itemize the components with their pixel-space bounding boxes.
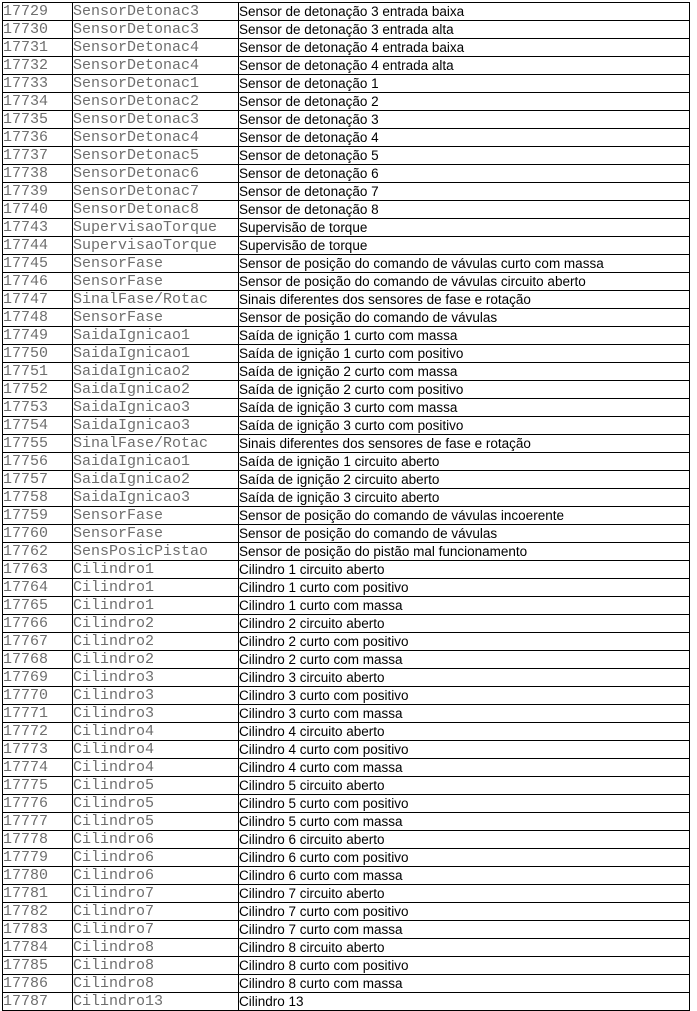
component-cell: Cilindro8 (73, 957, 239, 975)
description-cell: Saída de ignição 3 curto com positivo (239, 417, 690, 435)
table-row (3, 147, 690, 165)
component-cell: SaidaIgnicao1 (73, 345, 239, 363)
code-cell: 17786 (3, 975, 73, 993)
component-cell: SensorFase (73, 273, 239, 291)
code-cell: 17769 (3, 669, 73, 687)
code-cell: 17762 (3, 543, 73, 561)
table-row (3, 381, 690, 399)
component-cell: SaidaIgnicao3 (73, 399, 239, 417)
code-cell: 17736 (3, 129, 73, 147)
table-row (3, 579, 690, 597)
component-cell: Cilindro3 (73, 687, 239, 705)
code-cell: 17765 (3, 597, 73, 615)
component-cell: Cilindro2 (73, 633, 239, 651)
component-cell: Cilindro7 (73, 885, 239, 903)
description-cell: Supervisão de torque (239, 237, 690, 255)
code-cell: 17740 (3, 201, 73, 219)
code-cell: 17755 (3, 435, 73, 453)
table-row (3, 57, 690, 75)
component-cell: Cilindro6 (73, 849, 239, 867)
table-row (3, 309, 690, 327)
component-cell: SinalFase/Rotac (73, 435, 239, 453)
table-row (3, 813, 690, 831)
code-cell: 17744 (3, 237, 73, 255)
description-cell: Sensor de posição do comando de vávulas (239, 525, 690, 543)
description-cell: Cilindro 6 curto com massa (239, 867, 690, 885)
description-cell: Saída de ignição 1 circuito aberto (239, 453, 690, 471)
description-cell: Sinais diferentes dos sensores de fase e rotação (239, 435, 690, 453)
description-cell: Sensor de posição do comando de vávulas circuito aberto (239, 273, 690, 291)
code-cell: 17785 (3, 957, 73, 975)
code-cell: 17766 (3, 615, 73, 633)
table-row (3, 327, 690, 345)
table-row (3, 885, 690, 903)
component-cell: SaidaIgnicao3 (73, 417, 239, 435)
code-cell: 17783 (3, 921, 73, 939)
description-cell: Cilindro 7 curto com positivo (239, 903, 690, 921)
description-cell: Sensor de detonação 8 (239, 201, 690, 219)
component-cell: Cilindro1 (73, 561, 239, 579)
component-cell: SaidaIgnicao2 (73, 363, 239, 381)
table-row (3, 471, 690, 489)
description-cell: Cilindro 5 curto com positivo (239, 795, 690, 813)
description-cell: Saída de ignição 2 circuito aberto (239, 471, 690, 489)
table-row (3, 795, 690, 813)
table-row (3, 237, 690, 255)
description-cell: Cilindro 4 curto com massa (239, 759, 690, 777)
table-row (3, 975, 690, 993)
code-cell: 17764 (3, 579, 73, 597)
component-cell: SinalFase/Rotac (73, 291, 239, 309)
description-cell: Saída de ignição 3 circuito aberto (239, 489, 690, 507)
component-cell: SensorDetonac5 (73, 147, 239, 165)
code-cell: 17756 (3, 453, 73, 471)
code-cell: 17734 (3, 93, 73, 111)
component-cell: Cilindro1 (73, 597, 239, 615)
table-row (3, 903, 690, 921)
description-cell: Cilindro 2 curto com massa (239, 651, 690, 669)
table-row (3, 867, 690, 885)
code-cell: 17746 (3, 273, 73, 291)
code-cell: 17760 (3, 525, 73, 543)
component-cell: Cilindro2 (73, 651, 239, 669)
component-cell: SensorDetonac4 (73, 129, 239, 147)
description-cell: Cilindro 1 curto com massa (239, 597, 690, 615)
table-row (3, 543, 690, 561)
description-cell: Cilindro 1 curto com positivo (239, 579, 690, 597)
component-cell: SensorFase (73, 255, 239, 273)
component-cell: SensorDetonac4 (73, 57, 239, 75)
code-cell: 17745 (3, 255, 73, 273)
code-cell: 17787 (3, 993, 73, 1011)
table-row (3, 831, 690, 849)
component-cell: Cilindro13 (73, 993, 239, 1011)
table-row (3, 435, 690, 453)
description-cell: Saída de ignição 1 curto com massa (239, 327, 690, 345)
description-cell: Sensor de detonação 3 (239, 111, 690, 129)
component-cell: Cilindro4 (73, 759, 239, 777)
table-row (3, 777, 690, 795)
table-row (3, 489, 690, 507)
code-cell: 17733 (3, 75, 73, 93)
component-cell: SensorDetonac6 (73, 165, 239, 183)
table-row (3, 615, 690, 633)
code-cell: 17750 (3, 345, 73, 363)
component-cell: SensorDetonac8 (73, 201, 239, 219)
table-row (3, 939, 690, 957)
code-cell: 17767 (3, 633, 73, 651)
table-row (3, 741, 690, 759)
description-cell: Cilindro 5 curto com massa (239, 813, 690, 831)
table-row (3, 3, 690, 21)
table-row (3, 633, 690, 651)
code-cell: 17730 (3, 21, 73, 39)
table-row (3, 39, 690, 57)
code-cell: 17735 (3, 111, 73, 129)
code-cell: 17738 (3, 165, 73, 183)
table-row (3, 651, 690, 669)
description-cell: Cilindro 7 curto com massa (239, 921, 690, 939)
table-row (3, 399, 690, 417)
table-row (3, 723, 690, 741)
code-cell: 17748 (3, 309, 73, 327)
code-cell: 17747 (3, 291, 73, 309)
description-cell: Cilindro 6 circuito aberto (239, 831, 690, 849)
description-cell: Cilindro 8 circuito aberto (239, 939, 690, 957)
description-cell: Sensor de detonação 4 (239, 129, 690, 147)
code-cell: 17763 (3, 561, 73, 579)
table-row (3, 597, 690, 615)
description-cell: Saída de ignição 2 curto com massa (239, 363, 690, 381)
component-cell: SensorDetonac2 (73, 93, 239, 111)
description-cell: Sensor de detonação 3 entrada alta (239, 21, 690, 39)
description-cell: Cilindro 2 curto com positivo (239, 633, 690, 651)
description-cell: Sensor de posição do comando de vávulas curto com massa (239, 255, 690, 273)
component-cell: Cilindro4 (73, 723, 239, 741)
table-row (3, 921, 690, 939)
code-cell: 17751 (3, 363, 73, 381)
description-cell: Sensor de detonação 5 (239, 147, 690, 165)
description-cell: Sensor de posição do comando de vávulas incoerente (239, 507, 690, 525)
table-row (3, 363, 690, 381)
table-row (3, 111, 690, 129)
component-cell: Cilindro8 (73, 975, 239, 993)
table-row (3, 291, 690, 309)
code-cell: 17759 (3, 507, 73, 525)
table-row (3, 849, 690, 867)
table-row (3, 993, 690, 1011)
component-cell: SupervisaoTorque (73, 237, 239, 255)
code-cell: 17737 (3, 147, 73, 165)
description-cell: Cilindro 3 curto com positivo (239, 687, 690, 705)
component-cell: Cilindro6 (73, 867, 239, 885)
description-cell: Cilindro 13 (239, 993, 690, 1011)
code-cell: 17729 (3, 3, 73, 21)
code-cell: 17758 (3, 489, 73, 507)
component-cell: Cilindro5 (73, 777, 239, 795)
code-cell: 17775 (3, 777, 73, 795)
code-cell: 17770 (3, 687, 73, 705)
table-row (3, 183, 690, 201)
table-row (3, 273, 690, 291)
description-cell: Saída de ignição 2 curto com positivo (239, 381, 690, 399)
table-row (3, 957, 690, 975)
code-cell: 17781 (3, 885, 73, 903)
description-cell: Cilindro 7 circuito aberto (239, 885, 690, 903)
description-cell: Sensor de posição do pistão mal funcionamento (239, 543, 690, 561)
component-cell: SaidaIgnicao2 (73, 381, 239, 399)
description-cell: Cilindro 8 curto com positivo (239, 957, 690, 975)
component-cell: Cilindro4 (73, 741, 239, 759)
component-cell: SensorFase (73, 525, 239, 543)
description-cell: Cilindro 4 circuito aberto (239, 723, 690, 741)
table-row (3, 345, 690, 363)
component-cell: SaidaIgnicao2 (73, 471, 239, 489)
table-row (3, 525, 690, 543)
table-row (3, 417, 690, 435)
component-cell: Cilindro7 (73, 921, 239, 939)
description-cell: Sensor de detonação 4 entrada baixa (239, 39, 690, 57)
description-cell: Cilindro 2 circuito aberto (239, 615, 690, 633)
component-cell: Cilindro3 (73, 705, 239, 723)
component-cell: SensorDetonac3 (73, 111, 239, 129)
code-cell: 17732 (3, 57, 73, 75)
description-cell: Sensor de detonação 1 (239, 75, 690, 93)
code-cell: 17749 (3, 327, 73, 345)
description-cell: Sensor de detonação 6 (239, 165, 690, 183)
code-cell: 17757 (3, 471, 73, 489)
description-cell: Cilindro 1 circuito aberto (239, 561, 690, 579)
code-cell: 17753 (3, 399, 73, 417)
component-cell: SaidaIgnicao1 (73, 453, 239, 471)
fault-table-body (3, 3, 690, 1011)
code-cell: 17772 (3, 723, 73, 741)
description-cell: Sensor de detonação 4 entrada alta (239, 57, 690, 75)
table-row (3, 75, 690, 93)
component-cell: Cilindro7 (73, 903, 239, 921)
component-cell: Cilindro2 (73, 615, 239, 633)
component-cell: SensorDetonac7 (73, 183, 239, 201)
code-cell: 17784 (3, 939, 73, 957)
code-cell: 17776 (3, 795, 73, 813)
table-row (3, 759, 690, 777)
component-cell: SupervisaoTorque (73, 219, 239, 237)
table-row (3, 669, 690, 687)
description-cell: Cilindro 6 curto com positivo (239, 849, 690, 867)
component-cell: Cilindro1 (73, 579, 239, 597)
component-cell: SensorDetonac3 (73, 21, 239, 39)
component-cell: SensorFase (73, 309, 239, 327)
table-row (3, 561, 690, 579)
table-row (3, 165, 690, 183)
code-cell: 17778 (3, 831, 73, 849)
component-cell: SaidaIgnicao1 (73, 327, 239, 345)
description-cell: Cilindro 8 curto com massa (239, 975, 690, 993)
component-cell: Cilindro3 (73, 669, 239, 687)
component-cell: SensorDetonac1 (73, 75, 239, 93)
description-cell: Saída de ignição 3 curto com massa (239, 399, 690, 417)
table-row (3, 93, 690, 111)
table-row (3, 255, 690, 273)
table-row (3, 705, 690, 723)
fault-code-table (2, 2, 690, 1011)
code-cell: 17780 (3, 867, 73, 885)
table-row (3, 687, 690, 705)
component-cell: SaidaIgnicao3 (73, 489, 239, 507)
description-cell: Saída de ignição 1 curto com positivo (239, 345, 690, 363)
code-cell: 17768 (3, 651, 73, 669)
code-cell: 17782 (3, 903, 73, 921)
description-cell: Cilindro 4 curto com positivo (239, 741, 690, 759)
description-cell: Supervisão de torque (239, 219, 690, 237)
code-cell: 17754 (3, 417, 73, 435)
component-cell: SensorFase (73, 507, 239, 525)
table-row (3, 453, 690, 471)
description-cell: Cilindro 3 circuito aberto (239, 669, 690, 687)
component-cell: Cilindro8 (73, 939, 239, 957)
component-cell: Cilindro5 (73, 795, 239, 813)
component-cell: SensorDetonac3 (73, 3, 239, 21)
description-cell: Sensor de detonação 2 (239, 93, 690, 111)
component-cell: Cilindro6 (73, 831, 239, 849)
component-cell: Cilindro5 (73, 813, 239, 831)
code-cell: 17773 (3, 741, 73, 759)
description-cell: Cilindro 3 curto com massa (239, 705, 690, 723)
component-cell: SensorDetonac4 (73, 39, 239, 57)
table-row (3, 507, 690, 525)
table-row (3, 219, 690, 237)
description-cell: Sinais diferentes dos sensores de fase e rotação (239, 291, 690, 309)
description-cell: Sensor de detonação 3 entrada baixa (239, 3, 690, 21)
code-cell: 17743 (3, 219, 73, 237)
code-cell: 17779 (3, 849, 73, 867)
table-row (3, 201, 690, 219)
description-cell: Cilindro 5 circuito aberto (239, 777, 690, 795)
component-cell: SensPosicPistao (73, 543, 239, 561)
code-cell: 17752 (3, 381, 73, 399)
description-cell: Sensor de detonação 7 (239, 183, 690, 201)
code-cell: 17777 (3, 813, 73, 831)
code-cell: 17771 (3, 705, 73, 723)
code-cell: 17739 (3, 183, 73, 201)
table-row (3, 21, 690, 39)
code-cell: 17731 (3, 39, 73, 57)
table-row (3, 129, 690, 147)
code-cell: 17774 (3, 759, 73, 777)
description-cell: Sensor de posição do comando de vávulas (239, 309, 690, 327)
